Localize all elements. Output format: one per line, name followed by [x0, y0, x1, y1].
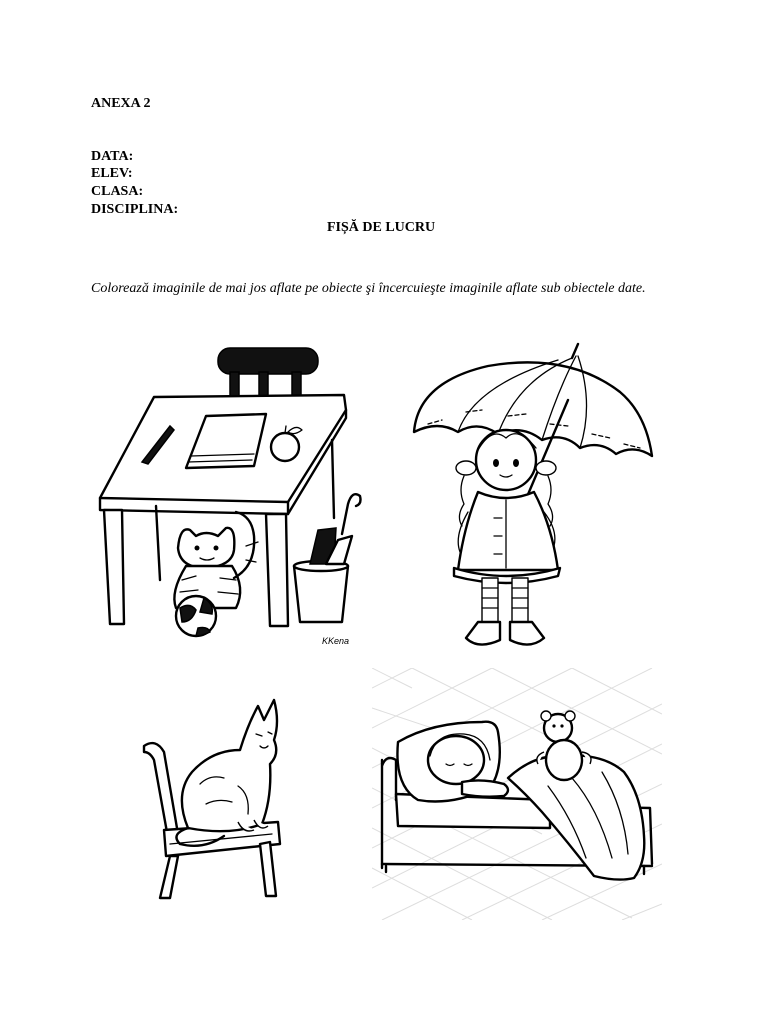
- table-cat-illustration: [96, 340, 366, 650]
- girl-umbrella-illustration: [408, 340, 656, 660]
- field-disciplina: DISCIPLINA:: [91, 202, 179, 217]
- annex-label: ANEXA 2: [91, 96, 151, 111]
- cat-chair-illustration: [140, 694, 290, 900]
- instruction-text: Colorează imaginile de mai jos aflate pe obiecte şi încercuieşte imaginile aflate sub obiectele date.: [91, 281, 646, 296]
- field-elev: ELEV:: [91, 166, 133, 181]
- artist-signature: KKena: [322, 636, 350, 646]
- worksheet-title: FIȘĂ DE LUCRU: [327, 220, 436, 235]
- girl-bed-illustration: [372, 668, 662, 920]
- field-clasa: CLASA:: [91, 184, 144, 199]
- field-data: DATA:: [91, 149, 134, 164]
